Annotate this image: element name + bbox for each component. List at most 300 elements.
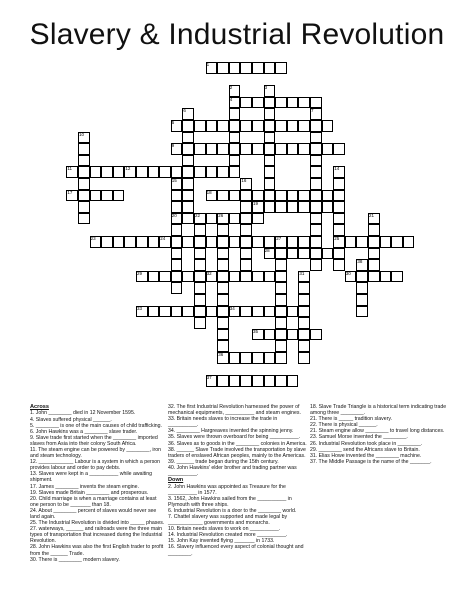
grid-cell[interactable] [217, 271, 229, 283]
cell-number: 21 [369, 212, 375, 218]
cell-number: 26 [218, 212, 224, 218]
grid-cell[interactable] [101, 190, 113, 202]
grid-cell[interactable] [333, 224, 345, 236]
grid-cell[interactable] [275, 306, 287, 318]
clue-list-1 [30, 410, 165, 562]
grid-cell[interactable] [217, 259, 229, 271]
grid-cell[interactable] [275, 120, 287, 132]
grid-cell[interactable] [78, 166, 90, 178]
grid-cell[interactable] [264, 166, 276, 178]
clue-item: 33. Britain needs slaves to increase the trade in __________. [168, 416, 278, 429]
grid-cell[interactable] [229, 155, 241, 167]
grid-cell[interactable] [240, 375, 252, 387]
grid-cell[interactable] [229, 108, 241, 120]
grid-cell[interactable] [310, 201, 322, 213]
grid-cell[interactable] [310, 143, 322, 155]
grid-cell[interactable] [217, 294, 229, 306]
grid-cell[interactable] [229, 62, 241, 74]
clue-item: 6. Industrial Revolution is a door to the ________ world. [168, 507, 297, 514]
puzzle-title: Slavery & Industrial Revolution [29, 18, 445, 51]
grid-cell[interactable] [322, 143, 334, 155]
grid-cell[interactable] [78, 178, 90, 190]
grid-cell[interactable] [252, 375, 264, 387]
cell-number: 5 [171, 120, 175, 125]
grid-cell[interactable] [136, 236, 148, 248]
grid-cell[interactable] [368, 271, 380, 283]
grid-cell[interactable] [275, 282, 287, 294]
cell-number: 9 [171, 143, 175, 149]
clue-item: 11. The steam engine can be powered by ________, iron and steam technology. [30, 446, 162, 460]
grid-cell[interactable] [252, 143, 264, 155]
grid-cell[interactable] [264, 97, 276, 109]
grid-cell[interactable] [310, 132, 322, 144]
grid-cell[interactable] [287, 97, 299, 109]
grid-cell[interactable] [217, 224, 229, 236]
grid-cell[interactable] [240, 224, 252, 236]
grid-cell[interactable] [252, 352, 264, 364]
grid-cell[interactable] [287, 248, 299, 260]
cell-number: 3 [264, 85, 268, 91]
clue-item: 1. John ________ died in 12 November 1595. [30, 410, 136, 417]
grid-cell[interactable] [287, 306, 299, 318]
grid-cell[interactable] [310, 190, 322, 202]
grid-cell[interactable] [217, 62, 229, 74]
clue-list-3 [310, 404, 460, 465]
grid-cell[interactable] [403, 236, 415, 248]
grid-cell[interactable] [182, 271, 194, 283]
grid-cell[interactable] [78, 201, 90, 213]
grid-cell[interactable] [148, 271, 160, 283]
grid-cell[interactable] [194, 166, 206, 178]
grid-cell[interactable] [356, 282, 368, 294]
grid-cell[interactable] [240, 97, 252, 109]
grid-cell[interactable] [217, 282, 229, 294]
clue-item: 10. Britain needs slaves to work on __________. [168, 526, 281, 533]
grid-cell[interactable] [252, 190, 264, 202]
grid-cell[interactable] [171, 306, 183, 318]
grid-cell[interactable] [240, 213, 252, 225]
grid-cell[interactable] [194, 248, 206, 260]
cell-number: 2 [229, 85, 233, 91]
grid-cell[interactable] [275, 259, 287, 271]
grid-cell[interactable] [194, 271, 206, 283]
clue-item: 22. There is physical ______. [310, 422, 378, 429]
clue-item: 35. Slaves were thrown overboard for being __________. [168, 434, 301, 441]
grid-cell[interactable] [229, 375, 241, 387]
grid-cell[interactable] [182, 120, 194, 132]
grid-cell[interactable] [252, 120, 264, 132]
grid-cell[interactable] [298, 97, 310, 109]
grid-cell[interactable] [298, 306, 310, 318]
grid-cell[interactable] [171, 201, 183, 213]
grid-cell[interactable] [217, 306, 229, 318]
clue-item: 4. Slaves suffered physical ______. [30, 416, 112, 423]
clue-column-2 [168, 404, 308, 557]
grid-cell[interactable] [322, 201, 334, 213]
cell-number: 15 [171, 178, 177, 183]
grid-cell[interactable] [333, 190, 345, 202]
clue-item: 30. There is ________ modern slavery. [30, 556, 120, 563]
grid-cell[interactable] [252, 62, 264, 74]
grid-cell[interactable] [182, 166, 194, 178]
grid-cell[interactable] [322, 120, 334, 132]
grid-cell[interactable] [333, 178, 345, 190]
grid-cell[interactable] [264, 155, 276, 167]
clue-item: 2. John Hawkins was appointed as Treasure for the __________ in 1577. [168, 483, 286, 496]
grid-cell[interactable] [194, 120, 206, 132]
grid-cell[interactable] [298, 201, 310, 213]
cell-number: 27 [276, 236, 282, 241]
grid-cell[interactable] [182, 132, 194, 144]
cell-number: 11 [67, 166, 73, 172]
grid-cell[interactable] [322, 248, 334, 260]
cell-number: 33 [137, 305, 143, 311]
grid-cell[interactable] [148, 236, 160, 248]
grid-cell[interactable] [136, 166, 148, 178]
grid-cell[interactable] [275, 190, 287, 202]
grid-cell[interactable] [356, 306, 368, 318]
grid-cell[interactable] [264, 271, 276, 283]
grid-cell[interactable] [171, 282, 183, 294]
clue-item: 18. Slave Trade Triangle is a historical term indicating trade among three ________. [310, 404, 447, 417]
grid-cell[interactable] [264, 108, 276, 120]
grid-cell[interactable] [182, 236, 194, 248]
grid-cell[interactable] [275, 248, 287, 260]
grid-cell[interactable] [159, 271, 171, 283]
grid-cell[interactable] [171, 166, 183, 178]
grid-cell[interactable] [182, 143, 194, 155]
grid-cell[interactable] [275, 97, 287, 109]
clue-list-2b [168, 484, 308, 557]
grid-cell[interactable] [333, 143, 345, 155]
grid-cell[interactable] [217, 143, 229, 155]
clue-list-2a [168, 404, 308, 477]
cell-number: 20 [171, 212, 177, 218]
grid-cell[interactable] [380, 236, 392, 248]
grid-cell[interactable] [368, 248, 380, 260]
clue-item: 38. ______ Slave Trade involved the transportation by slave traders of enslaved African peoples, mainly to the Americas. [168, 446, 306, 459]
grid-cell[interactable] [124, 236, 136, 248]
grid-cell[interactable] [229, 120, 241, 132]
grid-cell[interactable] [252, 97, 264, 109]
grid-cell[interactable] [264, 190, 276, 202]
grid-cell[interactable] [298, 120, 310, 132]
grid-cell[interactable] [264, 132, 276, 144]
grid-cell[interactable] [264, 143, 276, 155]
grid-cell[interactable] [240, 248, 252, 260]
grid-cell[interactable] [275, 340, 287, 352]
grid-cell[interactable] [159, 166, 171, 178]
grid-cell[interactable] [310, 329, 322, 341]
cell-number: 23 [90, 236, 96, 241]
clue-item: 32. The first Industrial Revolution harnessed the power of mechanical equipments, __________ and steam engines. [168, 404, 301, 417]
cell-number: 32 [206, 270, 212, 276]
clue-item: 31. Elias Howe invented the ________ machine. [310, 452, 422, 459]
cell-number: 4 [229, 96, 233, 102]
grid-cell[interactable] [356, 236, 368, 248]
grid-cell[interactable] [356, 271, 368, 283]
clue-item: 5. ________ is one of the main causes of child trafficking. [30, 422, 162, 429]
grid-cell[interactable] [194, 294, 206, 306]
clue-column-1 [30, 404, 165, 563]
grid-cell[interactable] [310, 155, 322, 167]
grid-cell[interactable] [333, 201, 345, 213]
grid-cell[interactable] [229, 236, 241, 248]
down-heading: Down [168, 477, 184, 484]
cell-number: 24 [160, 236, 166, 241]
grid-cell[interactable] [217, 248, 229, 260]
grid-cell[interactable] [252, 271, 264, 283]
grid-cell[interactable] [182, 201, 194, 213]
grid-cell[interactable] [252, 236, 264, 248]
cell-number: 16 [241, 178, 247, 183]
grid-cell[interactable] [264, 375, 276, 387]
grid-cell[interactable] [275, 375, 287, 387]
grid-cell[interactable] [240, 201, 252, 213]
grid-cell[interactable] [310, 178, 322, 190]
grid-cell[interactable] [182, 213, 194, 225]
grid-cell[interactable] [322, 190, 334, 202]
clue-item: 17. James ________ invents the steam engine. [30, 483, 140, 490]
grid-cell[interactable] [264, 329, 276, 341]
grid-cell[interactable] [171, 248, 183, 260]
clue-item: 21. Steam engine allow ________ to travel long distances. [310, 428, 445, 435]
grid-cell[interactable] [194, 224, 206, 236]
grid-cell[interactable] [182, 178, 194, 190]
grid-cell[interactable] [229, 213, 241, 225]
cell-number: 25 [334, 236, 340, 241]
grid-cell[interactable] [217, 120, 229, 132]
clue-item: 34. ________ Hargreaves invented the spinning jenny. [168, 428, 294, 435]
grid-cell[interactable] [310, 213, 322, 225]
grid-cell[interactable] [101, 236, 113, 248]
cell-number: 10 [79, 131, 85, 137]
clue-item: 19. Slaves made Britain ________ and prosperous. [30, 489, 149, 496]
grid-cell[interactable] [171, 236, 183, 248]
grid-cell[interactable] [206, 166, 218, 178]
grid-cell[interactable] [310, 166, 322, 178]
clue-item: 16. Slavery influenced every aspect of colonial thought and ________. [168, 544, 304, 557]
grid-cell[interactable] [275, 329, 287, 341]
grid-cell[interactable] [264, 120, 276, 132]
grid-cell[interactable] [368, 236, 380, 248]
grid-cell[interactable] [171, 190, 183, 202]
clue-item: 39. ______ trade began during the 15th century. [168, 458, 279, 465]
clue-item: 37. The Middle Passage is the name of the _______. [310, 458, 432, 465]
grid-cell[interactable] [310, 120, 322, 132]
grid-cell[interactable] [298, 248, 310, 260]
grid-cell[interactable] [310, 248, 322, 260]
grid-cell[interactable] [240, 62, 252, 74]
grid-cell[interactable] [333, 213, 345, 225]
grid-cell[interactable] [240, 120, 252, 132]
grid-cell[interactable] [206, 213, 218, 225]
grid-cell[interactable] [345, 236, 357, 248]
grid-cell[interactable] [298, 352, 310, 364]
grid-cell[interactable] [194, 306, 206, 318]
grid-cell[interactable] [252, 213, 264, 225]
grid-cell[interactable] [113, 190, 125, 202]
grid-cell[interactable] [287, 143, 299, 155]
grid-cell[interactable] [229, 271, 241, 283]
grid-cell[interactable] [240, 352, 252, 364]
grid-cell[interactable] [182, 190, 194, 202]
clue-item: 29. ________ send the Africans slave to Britain. [310, 446, 420, 453]
grid-cell[interactable] [240, 306, 252, 318]
clue-item: 27. waterways, ______ and railroads were the three main types of transportation that increased during the Industrial Revolution. [30, 526, 163, 545]
grid-cell[interactable] [206, 143, 218, 155]
grid-cell[interactable] [275, 201, 287, 213]
grid-cell[interactable] [171, 271, 183, 283]
grid-cell[interactable] [78, 143, 90, 155]
grid-cell[interactable] [275, 294, 287, 306]
grid-cell[interactable] [229, 143, 241, 155]
grid-cell[interactable] [391, 271, 403, 283]
grid-cell[interactable] [252, 306, 264, 318]
grid-cell[interactable] [194, 143, 206, 155]
grid-cell[interactable] [148, 166, 160, 178]
grid-cell[interactable] [264, 352, 276, 364]
cell-number: 34 [229, 305, 235, 311]
cell-number: 30 [345, 270, 351, 276]
grid-cell[interactable] [171, 259, 183, 271]
cell-number: 38 [357, 259, 363, 265]
grid-cell[interactable] [78, 155, 90, 167]
grid-cell[interactable] [182, 155, 194, 167]
grid-cell[interactable] [194, 259, 206, 271]
grid-cell[interactable] [310, 224, 322, 236]
cell-number: 29 [137, 270, 143, 276]
grid-cell[interactable] [240, 271, 252, 283]
clue-item: 14. Industrial Revolution created more __________. [168, 532, 288, 539]
grid-cell[interactable] [264, 306, 276, 318]
grid-cell[interactable] [229, 190, 241, 202]
grid-cell[interactable] [368, 259, 380, 271]
clue-item: 24. About ________ percent of slaves would never see land again. [30, 507, 157, 520]
grid-cell[interactable] [287, 201, 299, 213]
grid-cell[interactable] [182, 306, 194, 318]
grid-cell[interactable] [217, 236, 229, 248]
grid-cell[interactable] [194, 317, 206, 329]
clue-item: 12. ____________ Labour is a system in which a person provides labour and order to pay debts. [30, 459, 161, 472]
clue-item: 40. John Hawkins' elder brother and trading partner was __________. [168, 464, 297, 478]
grid-cell[interactable] [264, 178, 276, 190]
cell-number: 19 [253, 201, 259, 207]
grid-cell[interactable] [240, 259, 252, 271]
grid-cell[interactable] [287, 375, 299, 387]
grid-cell[interactable] [206, 120, 218, 132]
grid-cell[interactable] [240, 190, 252, 202]
grid-cell[interactable] [90, 190, 102, 202]
grid-cell[interactable] [333, 259, 345, 271]
grid-cell[interactable] [217, 329, 229, 341]
grid-cell[interactable] [78, 190, 90, 202]
clue-item: 7. Chattel slavery was supported and made legal by ____________ governments and monarchs. [168, 514, 288, 527]
grid-cell[interactable] [287, 236, 299, 248]
grid-cell[interactable] [310, 259, 322, 271]
cell-number: 1 [206, 62, 210, 67]
grid-cell[interactable] [229, 166, 241, 178]
grid-cell[interactable] [113, 166, 125, 178]
grid-cell[interactable] [275, 143, 287, 155]
grid-cell[interactable] [194, 282, 206, 294]
clue-item: 23. Samuel Morse invented the ________. [310, 434, 408, 441]
grid-cell[interactable] [298, 143, 310, 155]
grid-cell[interactable] [264, 236, 276, 248]
clue-item: 13. Slaves were kept in a __________ while awaiting shipment. [30, 471, 152, 484]
grid-cell[interactable] [264, 201, 276, 213]
grid-cell[interactable] [90, 166, 102, 178]
grid-cell[interactable] [206, 236, 218, 248]
grid-cell[interactable] [298, 294, 310, 306]
grid-cell[interactable] [113, 236, 125, 248]
grid-cell[interactable] [275, 317, 287, 329]
grid-cell[interactable] [101, 166, 113, 178]
grid-cell[interactable] [356, 294, 368, 306]
cell-number: 36 [218, 352, 224, 357]
grid-cell[interactable] [217, 317, 229, 329]
grid-cell[interactable] [229, 132, 241, 144]
clue-item: 9. Slave trade first started when the ________ imported slaves from Asia into their colony South Africa. [30, 434, 158, 447]
grid-cell[interactable] [217, 166, 229, 178]
cell-number: 12 [125, 166, 131, 172]
cell-number: 37 [206, 375, 212, 381]
grid-cell[interactable] [194, 236, 206, 248]
grid-cell[interactable] [298, 340, 310, 352]
grid-cell[interactable] [275, 62, 287, 74]
grid-cell[interactable] [78, 213, 90, 225]
cell-number: 35 [253, 328, 259, 334]
clue-item: 6. John Hawkins was a ________ slave trader. [30, 428, 138, 435]
clue-item: 21. There is _____ tradition slavery. [310, 416, 392, 423]
grid-cell[interactable] [275, 352, 287, 364]
grid-cell[interactable] [275, 271, 287, 283]
grid-cell[interactable] [368, 224, 380, 236]
grid-cell[interactable] [310, 97, 322, 109]
clue-item: 15. John Kay invented flying _______ in 1733. [168, 538, 275, 545]
grid-cell[interactable] [333, 248, 345, 260]
grid-cell[interactable] [298, 282, 310, 294]
grid-cell[interactable] [240, 143, 252, 155]
grid-cell[interactable] [240, 236, 252, 248]
grid-cell[interactable] [206, 306, 218, 318]
grid-cell[interactable] [217, 375, 229, 387]
clue-item: 25. The Industrial Revolution is divided into _____ phases. [30, 520, 165, 527]
cell-number: 6 [183, 108, 186, 114]
clue-column-3 [310, 404, 460, 465]
grid-cell[interactable] [264, 62, 276, 74]
grid-cell[interactable] [298, 317, 310, 329]
grid-cell[interactable] [171, 224, 183, 236]
grid-cell[interactable] [287, 329, 299, 341]
grid-cell[interactable] [310, 236, 322, 248]
grid-cell[interactable] [229, 352, 241, 364]
grid-cell[interactable] [217, 340, 229, 352]
grid-cell[interactable] [159, 306, 171, 318]
grid-cell[interactable] [298, 329, 310, 341]
grid-cell[interactable] [148, 306, 160, 318]
grid-cell[interactable] [287, 190, 299, 202]
clue-item: 3. 1562, John Hawkins sailed from the __________ in Plymouth with three ships. [168, 495, 292, 508]
grid-cell[interactable] [380, 271, 392, 283]
grid-cell[interactable] [217, 190, 229, 202]
grid-cell[interactable] [287, 120, 299, 132]
grid-cell[interactable] [298, 190, 310, 202]
grid-cell[interactable] [298, 236, 310, 248]
grid-cell[interactable] [391, 236, 403, 248]
clue-item: 26. Industrial Revolution took place in ________. [310, 440, 423, 447]
cell-number: 18 [206, 189, 212, 195]
